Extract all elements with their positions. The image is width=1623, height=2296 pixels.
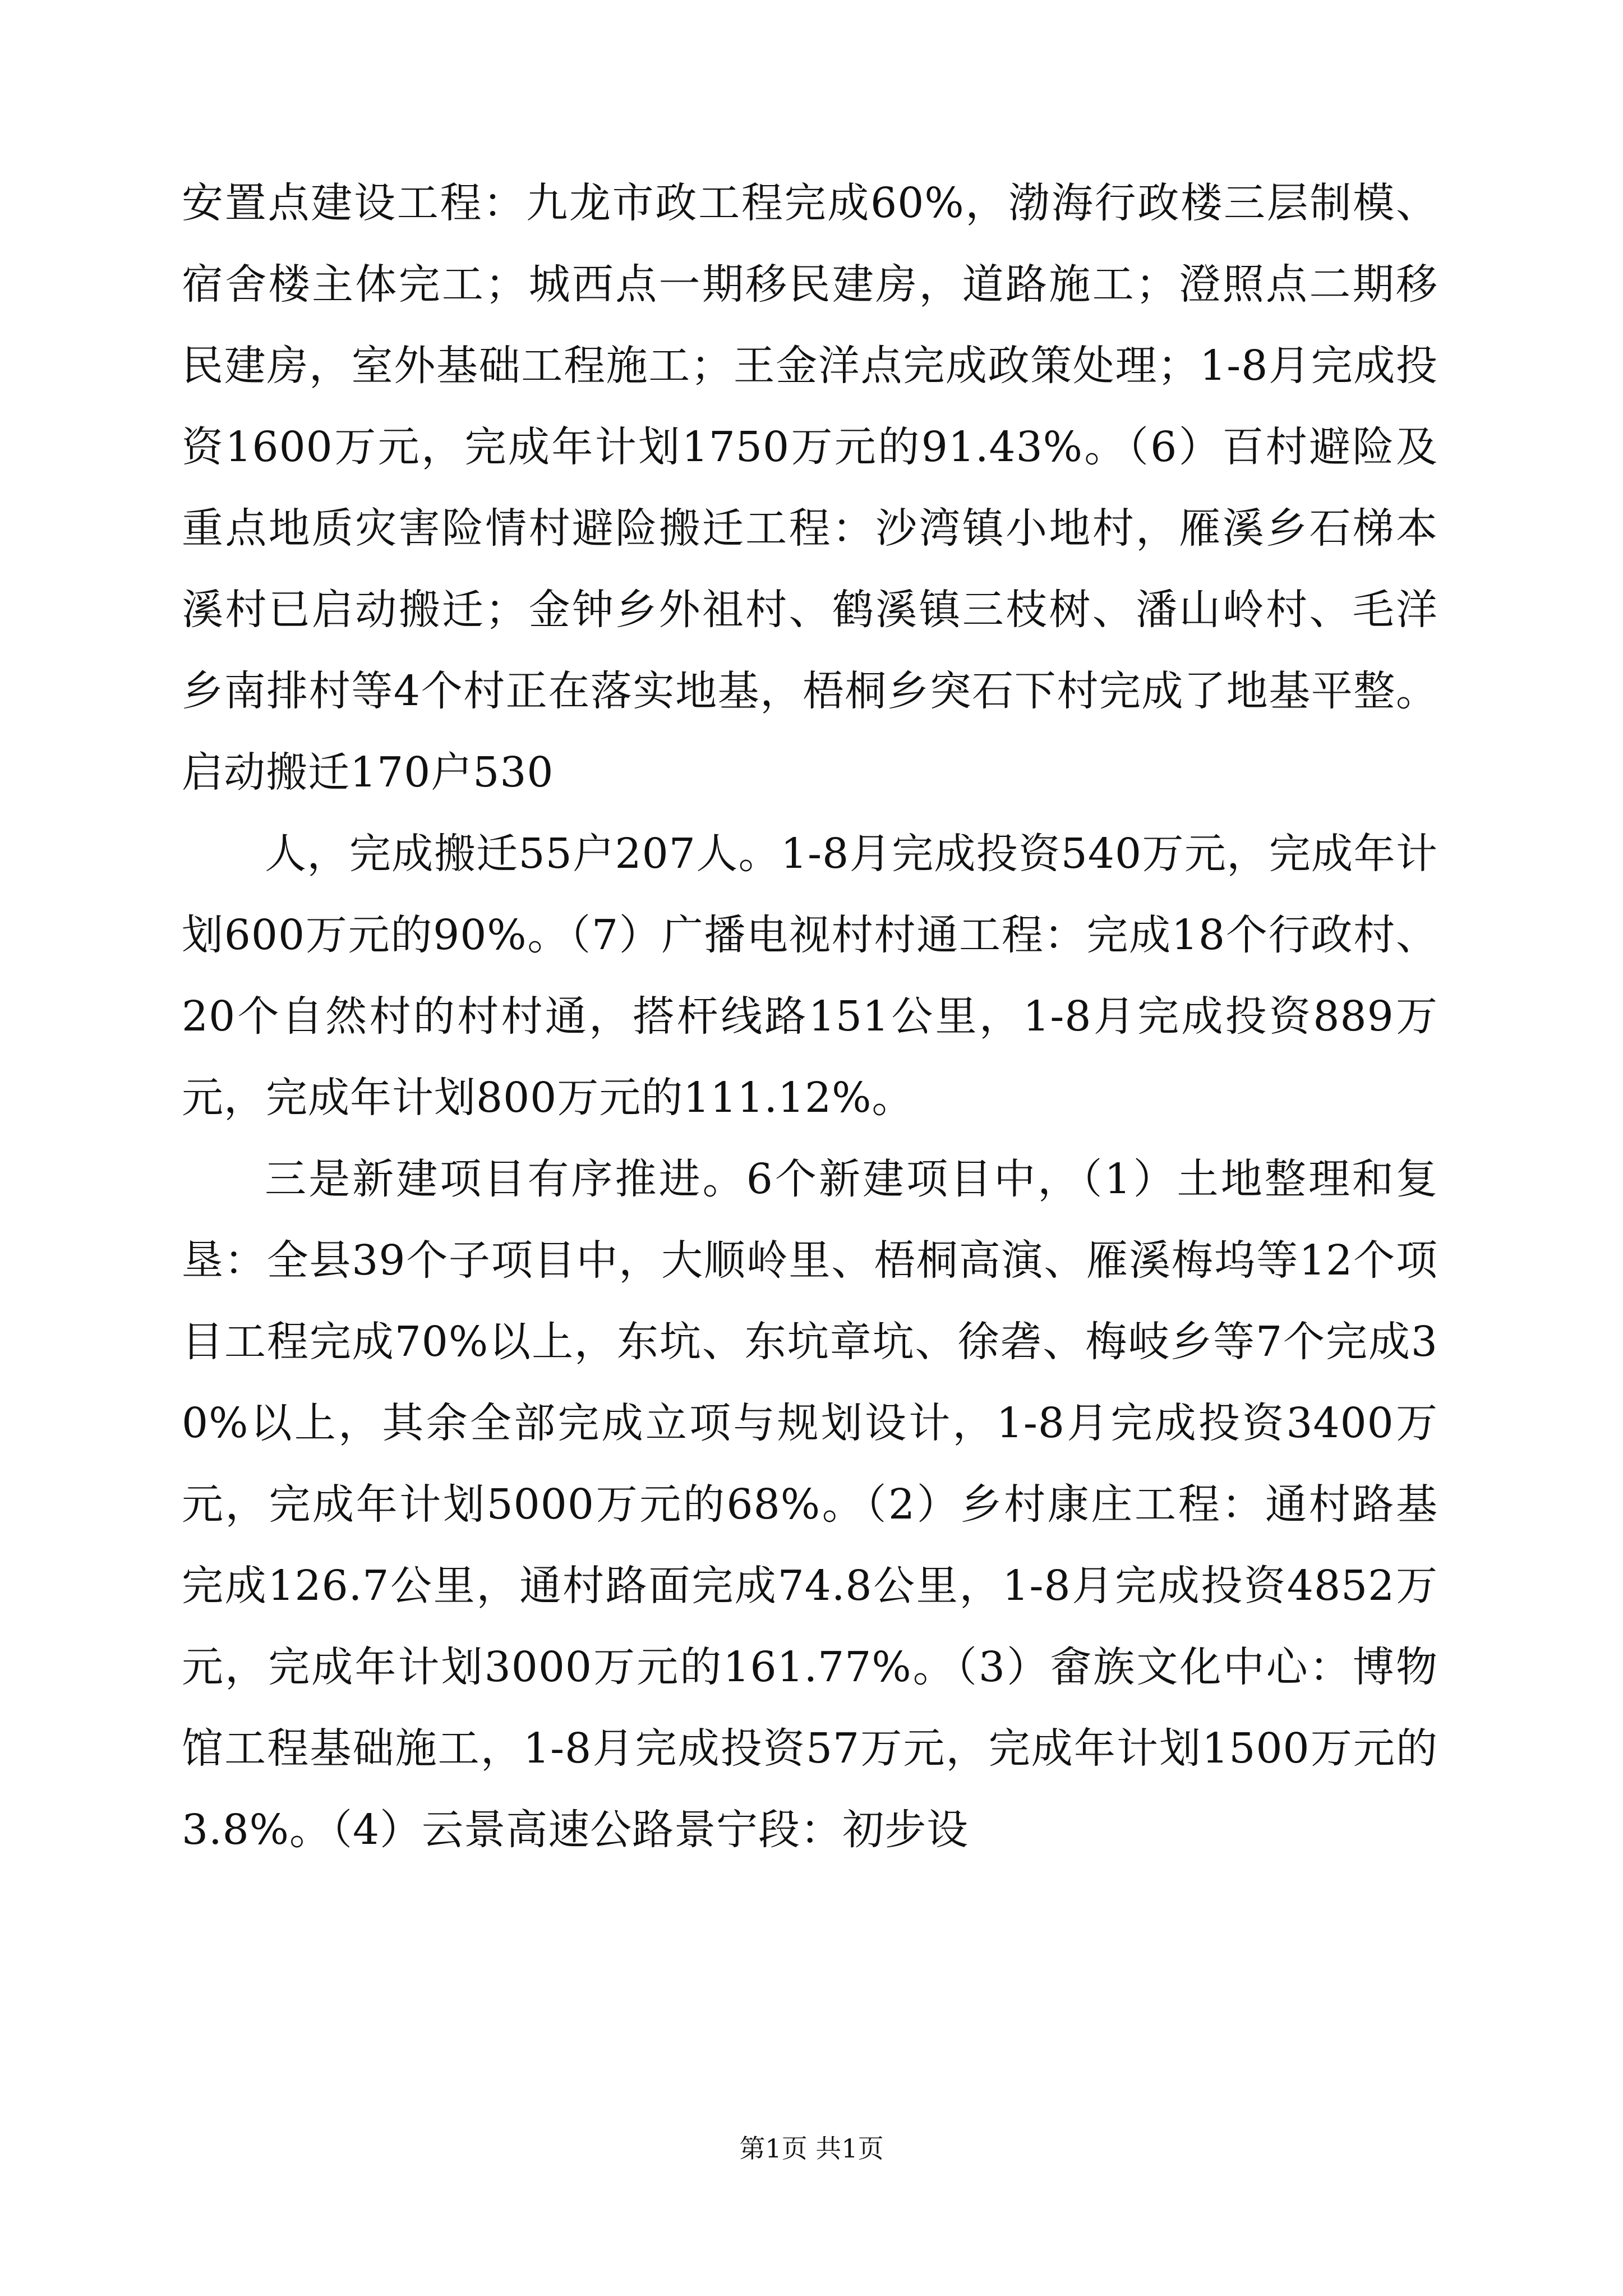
document-body — [182, 163, 1438, 1871]
page-footer: 第1页 共1页 — [739, 2133, 884, 2164]
paragraph-3: 三是新建项目有序推进。6个新建项目中，（1）土地整理和复垦：全县39个子项目中，大顺岭里、梧桐高演、雁溪梅坞等12个项目工程完成70%以上，东坑、东坑章坑、徐砻、梅岐乡等7个完成30%以上，其余全部完成立项与规划设计，1-8月完成投资3400万元，完成年计划5000万元的68%。（2）乡村康庄工程：通村路基完成126.7公里，通村路面完成74.8公里，1-8月完成投资4852万元，完成年计划3000万元的161.77%。（3）畲族文化中心：博物馆工程基础施工，1-8月完成投资57万元，完成年计划1500万元的3.8%。（4）云景高速公路景宁段：初步设 — [182, 1155, 1438, 1854]
paragraph-1: 安置点建设工程：九龙市政工程完成60%，渤海行政楼三层制模、宿舍楼主体完工；城西点一期移民建房，道路施工；澄照点二期移民建房，室外基础工程施工；王金洋点完成政策处理；1-8月完成投资1600万元，完成年计划1750万元的91.43%。（6）百村避险及重点地质灾害险情村避险搬迁工程：沙湾镇小地村，雁溪乡石梯本溪村已启动搬迁；金钟乡外祖村、鹤溪镇三枝树、潘山岭村、毛洋乡南排村等4个村正在落实地基，梧桐乡突石下村完成了地基平整。启动搬迁170户530 — [182, 179, 1438, 797]
paragraph-2: 人，完成搬迁55户207人。1-8月完成投资540万元，完成年计划600万元的90%。（7）广播电视村村通工程：完成18个行政村、20个自然村的村村通，搭杆线路151公里，1-8月完成投资889万元，完成年计划800万元的111.12%。 — [182, 830, 1438, 1122]
